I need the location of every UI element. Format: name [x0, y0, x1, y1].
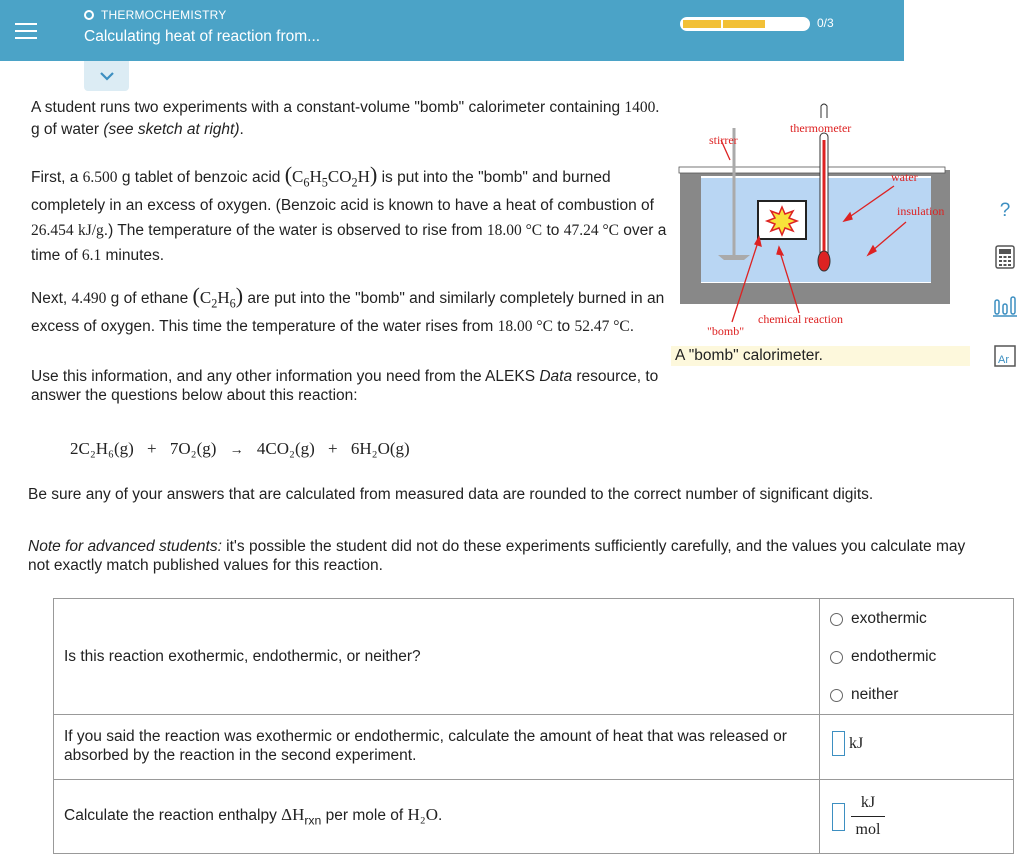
- question-table: [53, 598, 1014, 854]
- help-button[interactable]: [990, 196, 1020, 226]
- start-temperature: 18.00 °C: [486, 222, 543, 240]
- text: to: [552, 318, 575, 336]
- end-temperature: 52.47 °C: [574, 318, 630, 336]
- delta-h-symbol: ΔH: [281, 805, 305, 824]
- benzoic-mass: 6.500: [82, 169, 118, 186]
- text: Next,: [31, 290, 72, 307]
- heat-answer-input[interactable]: [832, 731, 845, 756]
- intro-text: .: [239, 121, 244, 139]
- question-row: [54, 599, 1013, 715]
- chevron-down-icon: [99, 71, 115, 81]
- chart-button[interactable]: [990, 291, 1020, 321]
- text: are put into the "bomb" and similarly completely burned in an excess of oxygen. This time the temperature of the water rises from: [31, 290, 665, 336]
- progress-segment: [723, 20, 765, 28]
- text: g of ethane: [106, 290, 193, 307]
- elapsed-time: 6.1: [81, 247, 102, 265]
- benzoic-paragraph: [31, 157, 671, 269]
- option-neither[interactable]: [830, 686, 898, 704]
- thermometer-label: thermometer: [790, 121, 852, 135]
- calculator-button[interactable]: [990, 242, 1020, 272]
- text: over a time of: [31, 222, 667, 265]
- intro-text: g of water: [31, 121, 104, 139]
- sigfig-note: Be sure any of your answers that are calculated from measured data are rounded to the correct number of significant digits.: [28, 486, 874, 503]
- text: Use this information, and any other information you need from the ALEKS: [31, 368, 540, 385]
- instructions: [31, 368, 671, 405]
- advanced-text: it's possible the student did not do these experiments sufficiently carefully, and the values you calculate may not exactly match published values for this reaction.: [28, 538, 966, 574]
- heat-of-combustion: 26.454: [31, 222, 74, 240]
- intro-text: A student runs two experiments with a constant-volume "bomb" calorimeter containing: [31, 99, 625, 116]
- equation-operator: +: [147, 439, 157, 458]
- unit-numerator: kJ: [860, 794, 876, 811]
- bomb-chamber: [758, 201, 806, 239]
- text: .) The temperature of the water is observed to rise from: [103, 222, 487, 240]
- progress-segment: [683, 20, 721, 28]
- svg-text:Ar: Ar: [998, 354, 1009, 366]
- data-resource-link[interactable]: Data: [539, 368, 573, 385]
- equation-term: 4CO₂(g): [256, 439, 315, 458]
- text: g tablet of benzoic acid: [117, 169, 285, 186]
- text: to: [542, 222, 564, 240]
- text: .: [629, 318, 635, 336]
- question-text: If you said the reaction was exothermic or endothermic, calculate the amount of heat that was released or absorbed by the reaction in the second experiment.: [64, 728, 787, 764]
- bomb-label: "bomb": [707, 324, 745, 338]
- option-label: neither: [851, 686, 899, 703]
- reaction-arrow-icon: →: [229, 443, 244, 458]
- text: First, a: [31, 169, 83, 186]
- periodic-table-icon: [994, 345, 1016, 367]
- advanced-note: [28, 538, 968, 575]
- answer-cell: [819, 599, 937, 714]
- question-text-part: .: [438, 807, 443, 824]
- enthalpy-answer-input[interactable]: [832, 803, 845, 831]
- menu-button[interactable]: [0, 0, 52, 61]
- question-text: [64, 805, 442, 827]
- benzoic-formula: $(C_6H_5CO_2H)$: [284, 162, 378, 190]
- lesson-title: Calculating heat of reaction from...: [84, 28, 321, 45]
- collapse-button[interactable]: [84, 61, 129, 91]
- option-exothermic[interactable]: [830, 610, 927, 628]
- sketch-reference: (see sketch at right): [103, 121, 240, 139]
- stirrer-label: stirrer: [709, 133, 738, 147]
- radio-icon: [830, 651, 843, 664]
- advanced-label: Note for advanced students:: [28, 538, 222, 555]
- equation-term: 7O₂(g): [169, 439, 217, 458]
- progress-bar: [680, 17, 810, 31]
- unit-denominator: mol: [855, 821, 881, 838]
- radio-icon: [830, 689, 843, 702]
- text: is put into the "bomb" and burned completely in an excess of oxygen. (Benzoic acid is known to have a heat of combustion of: [31, 169, 654, 215]
- chart-icon: [993, 295, 1017, 317]
- ethane-paragraph: [31, 278, 671, 339]
- reaction-equation: [70, 439, 419, 459]
- lesson-header: [84, 8, 320, 46]
- progress-segment: [767, 20, 805, 28]
- option-label: endothermic: [851, 648, 937, 665]
- sketch-caption: A "bomb" calorimeter.: [671, 346, 970, 366]
- question-text: Is this reaction exothermic, endothermic, or neither?: [64, 648, 421, 665]
- option-label: exothermic: [851, 610, 927, 627]
- start-temperature: 18.00 °C: [497, 318, 553, 336]
- bomb-calorimeter-sketch: [672, 100, 972, 345]
- progress-label: 0/3: [817, 16, 834, 30]
- calculator-icon: [995, 245, 1015, 269]
- equation-term: 6H₂O(g): [350, 439, 410, 458]
- answer-cell: [819, 779, 881, 853]
- problem-intro: [31, 97, 671, 142]
- insulation-label: insulation: [897, 204, 945, 218]
- answer-cell: [819, 714, 864, 779]
- fraction-bar: [851, 816, 885, 817]
- water-formula: H₂O: [407, 805, 438, 824]
- equation-term: 2C₂H₆(g): [70, 439, 134, 458]
- help-icon: ?: [999, 200, 1011, 221]
- chemical-reaction-label: chemical reaction: [758, 312, 843, 326]
- radio-icon: [830, 613, 843, 626]
- topic-circle-icon: [84, 10, 94, 20]
- end-temperature: 47.24 °C: [563, 222, 619, 240]
- option-endothermic[interactable]: [830, 648, 936, 666]
- text: resource, to answer the questions below about this reaction:: [31, 368, 659, 404]
- equation-operator: +: [328, 439, 338, 458]
- hamburger-icon: [15, 23, 37, 39]
- unit-fraction: [851, 793, 885, 840]
- ethane-mass: 4.490: [71, 290, 107, 307]
- rxn-subscript: rxn: [304, 813, 322, 828]
- ethane-formula: $(C_2H_6)$: [192, 283, 244, 311]
- question-text-part: per mole of: [321, 807, 408, 824]
- question-row: [54, 714, 1013, 780]
- question-text-part: Calculate the reaction enthalpy: [64, 807, 282, 824]
- question-row: [54, 779, 1013, 853]
- header-bar: [0, 0, 904, 61]
- water-mass: 1400.: [624, 99, 660, 116]
- topic-label: THERMOCHEMISTRY: [101, 8, 227, 22]
- heat-unit: kJ/g: [77, 222, 104, 240]
- text: minutes.: [101, 247, 165, 265]
- periodic-table-button[interactable]: [990, 341, 1020, 371]
- unit-label: kJ: [849, 734, 864, 752]
- water-label: water: [891, 170, 918, 184]
